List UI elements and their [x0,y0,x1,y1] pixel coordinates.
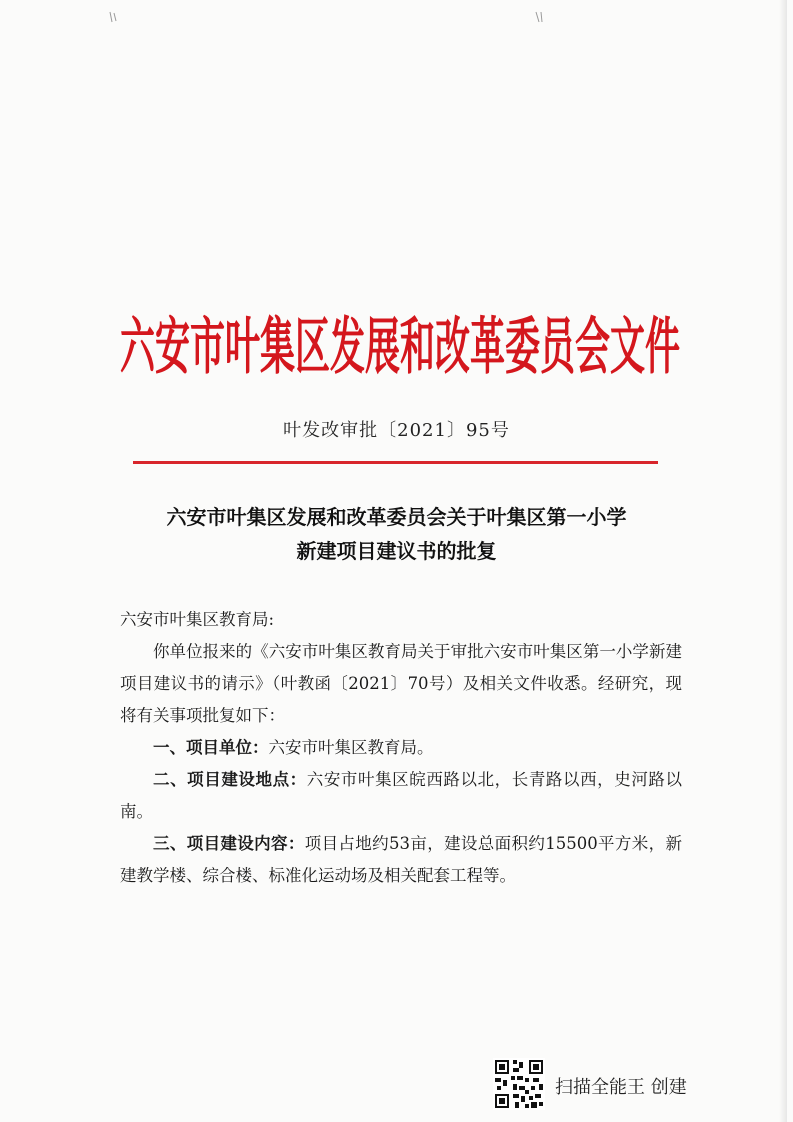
document-title-line-2: 新建项目建议书的批复 [296,539,497,563]
item-text: 项目占地约53亩，建设总面积约15500平方米，新建教学楼、综合楼、标准化运动场及相关配套工程等。 [120,834,682,885]
intro-paragraph: 你单位报来的《六安市叶集区教育局关于审批六安市叶集区第一小学新建项目建议书的请示》（叶教函〔2021〕70号）及相关文件收悉。经研究，现将有关事项批复如下： [120,642,682,725]
item-project-content [120,828,682,892]
document-title [0,500,793,568]
item-label: 三、项目建设内容： [153,834,305,853]
item-label: 二、项目建设地点： [153,770,307,789]
scan-artifact-mark [534,10,544,24]
item-text: 六安市叶集区皖西路以北，长青路以西，史河路以南。 [120,770,683,821]
red-divider-line [133,461,658,464]
item-project-unit [120,732,682,764]
item-text: 六安市叶集区教育局。 [268,738,434,757]
qr-code-icon [493,1058,545,1110]
scanner-watermark-text: 扫描全能王 创建 [555,1077,687,1098]
item-label: 一、项目单位： [153,738,269,757]
document-number: 叶发改审批〔2021〕95号 [283,420,510,441]
issuer-banner: 六安市叶集区发展和改革委员会文件 [120,311,681,383]
scanner-watermark [493,1058,713,1114]
scan-artifact-mark [108,10,118,24]
addressee: 六安市叶集区教育局: [120,610,275,629]
document-body [120,604,682,892]
document-title-line-1: 六安市叶集区发展和改革委员会关于叶集区第一小学 [166,505,627,529]
item-project-location [120,764,682,828]
